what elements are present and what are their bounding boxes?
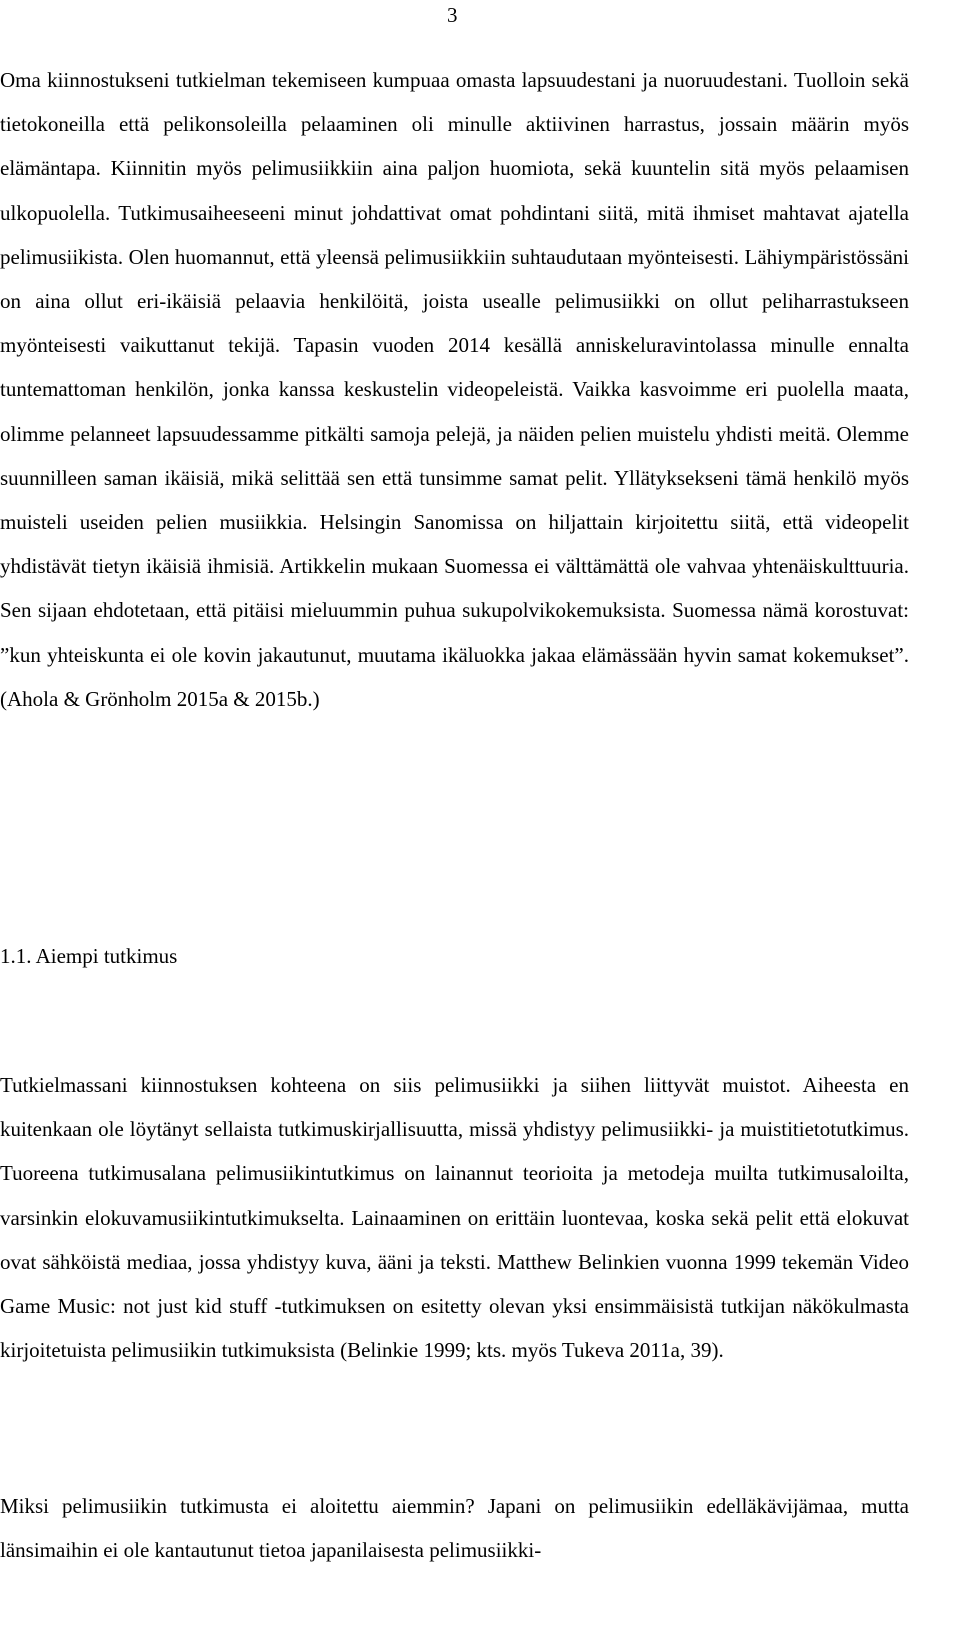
section-heading-wrap <box>0 934 177 978</box>
why-section <box>0 1484 909 1572</box>
research-paragraph: Tutkielmassani kiinnostuksen kohteena on siis pelimusiikki ja siihen liittyvät muistot. Aiheesta en kuitenkaan ole löytänyt sellaista tutkimuskirjallisuutta, missä yhdistyy pelimusiikki- ja muistitietotutkimus. Tuoreena tutkimusalana pelimusiikintutkimus on lainannut teorioita ja metodeja muilta tutkimusaloilta, varsinkin elokuvamusiikintutkimukselta. Lainaaminen on erittäin luontevaa, koska sekä pelit että elokuvat ovat sähköistä mediaa, jossa yhdistyy kuva, ääni ja teksti. Matthew Belinkien vuonna 1999 tekemän Video Game Music: not just kid stuff -tutkimuksen on esitetty olevan yksi ensimmäisistä tutkijan näkökulmasta kirjoitetuista pelimusiikin tutkimuksista (Belinkie 1999; kts. myös Tukeva 2011a, 39). <box>0 1073 909 1363</box>
section-heading: 1.1. Aiempi tutkimus <box>0 944 178 968</box>
research-section <box>0 1063 909 1372</box>
intro-paragraph: Oma kiinnostukseni tutkielman tekemiseen kumpuaa omasta lapsuudestani ja nuoruudestani. Tuolloin sekä tietokoneilla että pelikonsoleilla pelaaminen oli minulle aktiivinen harrastus, jossain määrin myös elämäntapa. Kiinnitin myös pelimusiikkiin aina paljon huomiota, sekä kuuntelin sitä myös pelaamisen ulkopuolella. Tutkimusaiheeseeni minut johdattivat omat pohdintani siitä, mitä ihmiset mahtavat ajatella pelimusiikista. Olen huomannut, että yleensä pelimusiikkiin suhtaudutaan myönteisesti. Lähiympäristössäni on aina ollut eri-ikäisiä pelaavia henkilöitä, joista usealle pelimusiikki on ollut peliharrastukseen myönteisesti vaikuttanut tekijä. Tapasin vuoden 2014 kesällä anniskeluravintolassa minulle ennalta tuntemattoman henkilön, jonka kanssa keskustelin videopeleistä. Vaikka kasvoimme eri puolella maata, olimme pelanneet lapsuudessamme pitkälti samoja pelejä, ja näiden pelien muistelu yhdisti meitä. Olemme suunnilleen saman ikäisiä, mikä selittää sen että tunsimme samat pelit. Yllätyksekseni tämä henkilö myös muisteli useiden pelien musiikkia. Helsingin Sanomissa on hiljattain kirjoitettu siitä, että videopelit yhdistävät tietyn ikäisiä ihmisiä. Artikkelin mukaan Suomessa ei välttämättä ole vahvaa yhtenäiskulttuuria. Sen sijaan ehdotetaan, että pitäisi mieluummin puhua sukupolvikokemuksista. Suomessa nämä korostuvat: ”kun yhteiskunta ei ole kovin jakautunut, muutama ikäluokka jakaa elämässään hyvin samat kokemukset”. (Ahola & Grönholm 2015a & 2015b.) <box>0 68 909 711</box>
page-number: 3 <box>447 3 458 27</box>
why-paragraph: Miksi pelimusiikin tutkimusta ei aloitettu aiemmin? Japani on pelimusiikin edelläkävijämaa, mutta länsimaihin ei ole kantautunut tietoa japanilaisesta pelimusiikki- <box>0 1494 909 1563</box>
intro-section <box>0 58 909 721</box>
